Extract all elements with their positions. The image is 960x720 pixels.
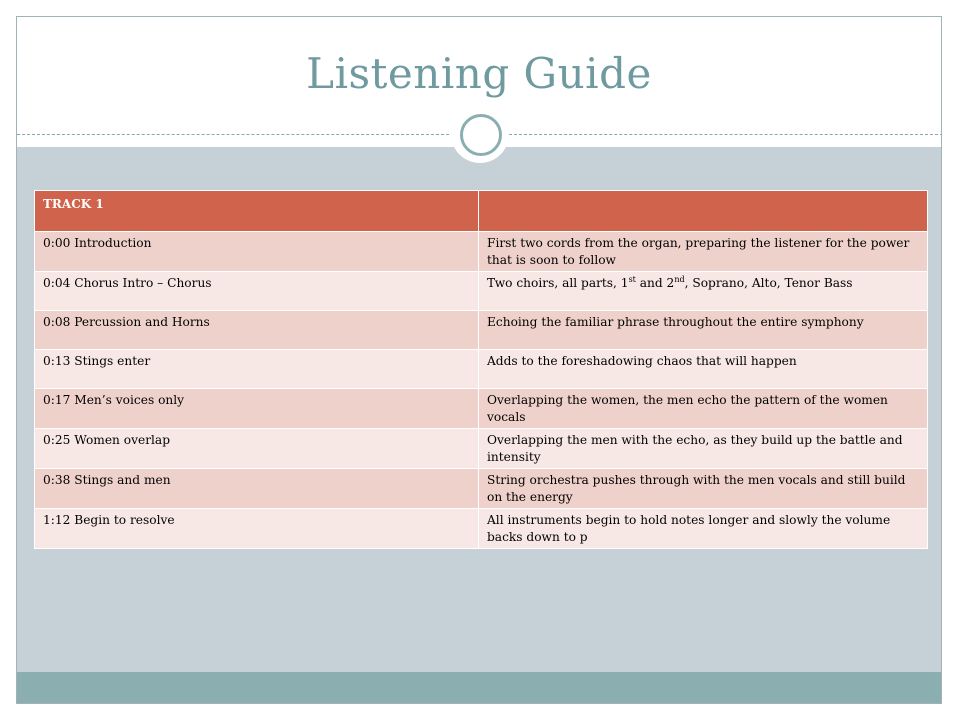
description-text: and 2 (635, 276, 675, 290)
description-cell (479, 272, 928, 311)
table-row (35, 509, 928, 549)
table-header-row (35, 191, 928, 232)
title-divider-left (17, 134, 449, 135)
superscript: st (628, 274, 636, 284)
table-row (35, 272, 928, 311)
table-row (35, 311, 928, 350)
table-row (35, 232, 928, 272)
footer-bar (17, 672, 941, 704)
table-row (35, 350, 928, 389)
listening-guide-table (34, 190, 928, 549)
header-cell-track: TRACK 1 (35, 191, 479, 232)
description-cell: Overlapping the women, the men echo the pattern of the women vocals (479, 389, 928, 429)
description-cell: Adds to the foreshadowing chaos that will happen (479, 350, 928, 389)
time-cell: 1:12 Begin to resolve (35, 509, 479, 549)
header-cell-empty (479, 191, 928, 232)
table-row (35, 429, 928, 469)
title-divider-right (509, 134, 942, 135)
description-cell: All instruments begin to hold notes longer and slowly the volume backs down to p (479, 509, 928, 549)
slide-title: Listening Guide (306, 49, 652, 98)
time-cell: 0:38 Stings and men (35, 469, 479, 509)
description-cell: String orchestra pushes through with the men vocals and still build on the energy (479, 469, 928, 509)
time-cell: 0:08 Percussion and Horns (35, 311, 479, 350)
time-cell: 0:04 Chorus Intro – Chorus (35, 272, 479, 311)
ring-icon (460, 114, 502, 156)
description-cell: Overlapping the men with the echo, as they build up the battle and intensity (479, 429, 928, 469)
description-cell: Echoing the familiar phrase throughout the entire symphony (479, 311, 928, 350)
circle-ornament-icon (451, 105, 509, 163)
time-cell: 0:00 Introduction (35, 232, 479, 272)
description-text: , Soprano, Alto, Tenor Bass (684, 276, 853, 290)
description-text: Two choirs, all parts, 1 (487, 276, 629, 290)
superscript: nd (674, 274, 685, 284)
time-cell: 0:25 Women overlap (35, 429, 479, 469)
time-cell: 0:17 Men’s voices only (35, 389, 479, 429)
time-cell: 0:13 Stings enter (35, 350, 479, 389)
table-row (35, 469, 928, 509)
table-row (35, 389, 928, 429)
description-cell: First two cords from the organ, preparing the listener for the power that is soon to follow (479, 232, 928, 272)
slide (16, 16, 942, 704)
